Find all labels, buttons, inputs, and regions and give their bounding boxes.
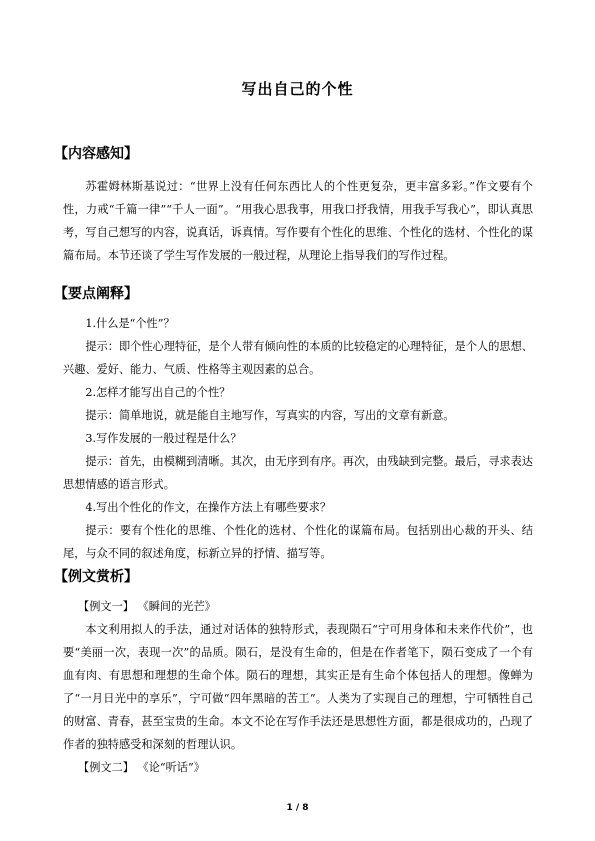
answer-1: 提示：即个性心理特征，是个人带有倾向性的本质的比较稳定的心理特征，是个人的思想、兴趣、爱好、能力、气质、性格等主观因素的总合。 <box>63 340 533 376</box>
example-1-title: 《瞬间的光芒》 <box>137 600 216 613</box>
question-4: 4.写出个性化的作文，在操作方法上有哪些要求？ <box>85 501 332 514</box>
section-heading-content: 【内容感知】 <box>54 146 138 162</box>
example-1-text: 本文利用拟人的手法，通过对话体的独特形式，表现陨石“宁可用身体和未来作代价”，也要“美丽一次，表现一次”的品质。陨石，是没有生命的，但是在作者笔下，陨石变成了一个有血有肉、有思想和理想的生命个体。陨石的理想，其实正是有生命个体包括人的理想。像蝉为了“一月日光中的享乐”，宁可做“四年黑暗的苦工”。人类为了实现自己的理想，宁可牺牲自己的财富、青春，甚至宝贵的生命。本文不论在写作手法还是思想性方面，都是很成功的，凸现了作者的独特感受和深刻的哲理认识。 <box>63 623 533 751</box>
example-1-header <box>78 595 548 618</box>
example-2-title: 《论“听话”》 <box>137 761 205 774</box>
answer-2: 提示：简单地说，就是能自主地写作，写真实的内容，写出的文章有新意。 <box>85 409 455 422</box>
answer-4: 提示：要有个性化的思维、个性化的选材、个性化的谋篇布局。包括别出心裁的开头、结尾，与众不同的叙述角度，标新立异的抒情、描写等。 <box>63 524 533 560</box>
page-title: 写出自己的个性 <box>241 80 354 98</box>
question-1: 1.什么是“个性”？ <box>85 317 175 330</box>
example-1-label: 【例文一】 <box>78 600 134 613</box>
section-heading-examples: 【例文赏析】 <box>54 569 138 585</box>
example-2-label: 【例文二】 <box>78 761 134 774</box>
content-paragraph: 苏霍姆林斯基说过：“世界上没有任何东西比人的个性更复杂，更丰富多彩。”作文要有个性，力戒“千篇一律”“千人一面”。“用我心思我事，用我口抒我情，用我手写我心”，即认真思考，写自己想写的内容，说真话，诉真情。写作要有个性化的思维、个性化的选材、个性化的谋篇布局。本节还谈了学生写作发展的一般过程，从理论上指导我们的写作过程。 <box>63 180 533 262</box>
answer-3: 提示：首先，由模糊到清晰。其次，由无序到有序。再次，由残缺到完整。最后，寻求表达思想情感的语言形式。 <box>63 455 533 491</box>
example-2-header <box>78 756 548 779</box>
question-3: 3.写作发展的一般过程是什么？ <box>85 432 242 445</box>
section-heading-points: 【要点阐释】 <box>54 286 138 302</box>
page-number: 1 / 8 <box>286 803 309 813</box>
question-2: 2.怎样才能写出自己的个性？ <box>85 386 231 399</box>
